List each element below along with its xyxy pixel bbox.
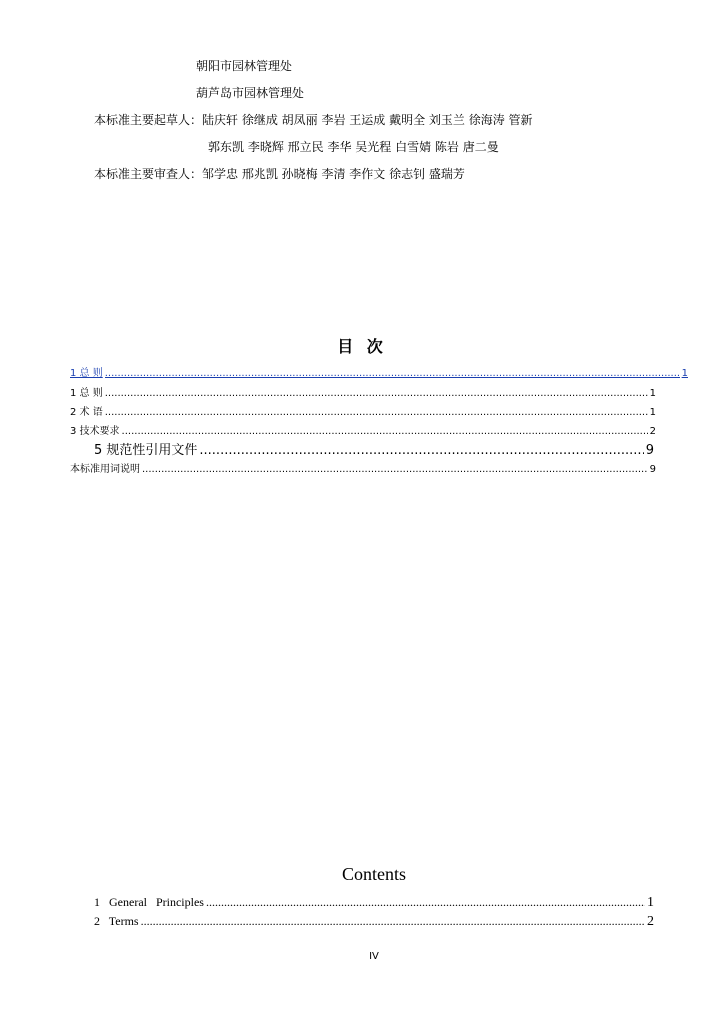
toc-entry-label: 5 规范性引用文件: [94, 443, 198, 458]
drafters-names-continued: 郭东凯 李晓辉 邢立民 李华 吴光程 白雪婧 陈岩 唐二曼: [208, 140, 499, 154]
contents-entry[interactable]: [94, 914, 654, 930]
drafters-names: 陆庆轩 徐继成 胡凤丽 李岩 王运成 戴明全 刘玉兰 徐海涛 管新: [202, 113, 533, 127]
page-number: IV: [369, 951, 379, 962]
toc-entry[interactable]: [94, 439, 654, 458]
toc-leader: [142, 464, 648, 475]
toc-entry-label: 1 总 则: [70, 388, 103, 399]
drafters-line: [94, 111, 533, 128]
organization-2: 葫芦岛市园林管理处: [196, 86, 305, 100]
toc-leader: [105, 388, 648, 399]
drafters-label: 本标准主要起草人：: [94, 113, 203, 127]
organization-1: 朝阳市园林管理处: [196, 59, 293, 73]
toc-entry-page: 1: [649, 388, 656, 399]
toc-entry-label: 2 术 语: [70, 407, 103, 418]
toc-entry[interactable]: [70, 403, 656, 418]
toc-leader: [105, 407, 648, 418]
toc-entry-page: 1: [649, 407, 656, 418]
toc-title: 目 次: [337, 337, 387, 356]
toc-entry[interactable]: [70, 460, 656, 475]
toc-entry-page: 9: [645, 443, 654, 458]
contents-leader: [206, 895, 645, 910]
toc-entry-label[interactable]: 1 总 则: [70, 368, 103, 379]
reviewers-names: 邹学忠 邢兆凯 孙晓梅 李清 李作文 徐志钊 盛瑞芳: [202, 167, 465, 181]
toc-entry-link[interactable]: [70, 364, 688, 379]
toc-entry-page[interactable]: 1: [681, 368, 688, 379]
toc-leader: [122, 426, 648, 437]
toc-entry[interactable]: [70, 422, 656, 437]
toc-entry-label: 3 技术要求: [70, 426, 120, 437]
contents-entry-page: 1: [647, 895, 654, 910]
contents-entry-label: 1 General Principles: [94, 895, 204, 909]
reviewers-line: [94, 165, 465, 182]
contents-entry-page: 2: [647, 914, 654, 929]
toc-entry-label: 本标准用词说明: [70, 464, 140, 475]
contents-entry-label: 2 Terms: [94, 914, 139, 928]
toc-entry[interactable]: [70, 384, 656, 399]
toc-leader: [199, 443, 643, 458]
contents-title: Contents: [341, 864, 406, 884]
contents-entry[interactable]: [94, 895, 654, 911]
toc-entry-page: 2: [649, 426, 656, 437]
toc-entry-page: 9: [649, 464, 656, 475]
toc-leader: [105, 368, 680, 379]
contents-leader: [141, 914, 645, 929]
reviewers-label: 本标准主要审查人：: [94, 167, 203, 181]
